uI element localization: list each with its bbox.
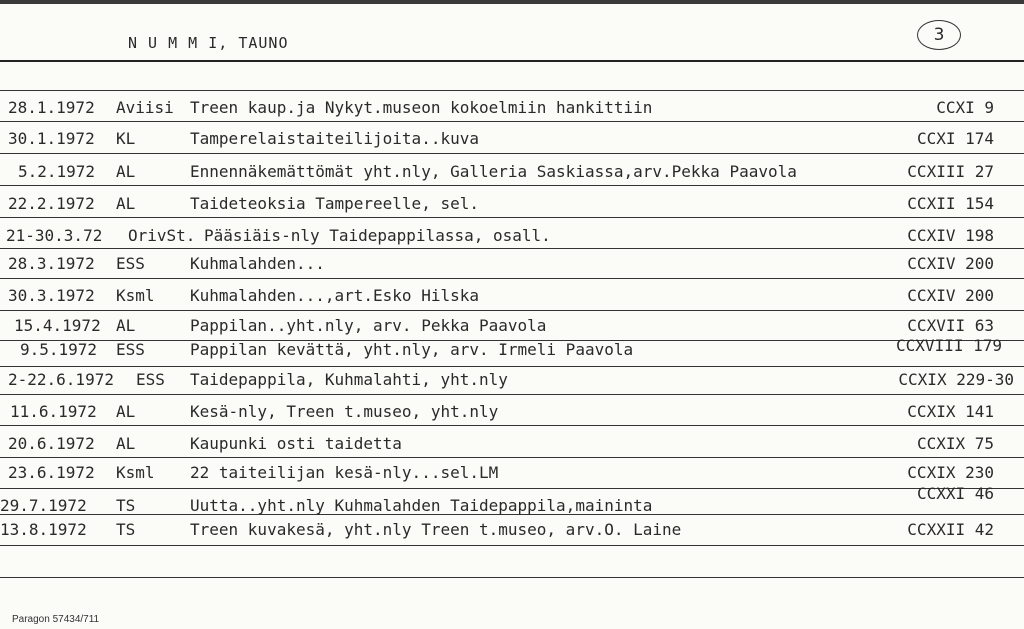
entry-row	[0, 402, 1024, 426]
entry-ref: CCXIX 141	[907, 402, 994, 421]
entry-source: ESS	[136, 370, 165, 389]
entry-source: OrivSt.	[128, 226, 196, 245]
entry-ref: CCXIX 229-30	[898, 370, 1014, 389]
entry-date: 2-22.6.1972	[8, 370, 114, 389]
card-top-edge	[0, 0, 1024, 4]
entry-title: Kesä-nly, Treen t.museo, yht.nly	[190, 402, 499, 421]
card-number-circle: 3	[917, 20, 961, 50]
card-name: N U M M I, TAUNO	[128, 34, 289, 52]
ruled-line	[0, 545, 1024, 546]
entry-source: Ksml	[116, 463, 155, 482]
entry-source: ESS	[116, 254, 145, 273]
entry-row	[0, 463, 1024, 487]
entry-row	[0, 98, 1024, 122]
entry-date: 22.2.1972	[8, 194, 95, 213]
entry-ref: CCXII 154	[907, 194, 994, 213]
ruled-line	[0, 60, 1024, 62]
entry-title: Pappilan..yht.nly, arv. Pekka Paavola	[190, 316, 547, 335]
entry-date: 11.6.1972	[10, 402, 97, 421]
entry-source: AL	[116, 402, 136, 421]
entry-title: Taidepappila, Kuhmalahti, yht.nly	[190, 370, 508, 389]
entry-title: Treen kuvakesä, yht.nly Treen t.museo, arv.O. Laine	[190, 520, 682, 539]
entry-date: 28.1.1972	[8, 98, 95, 117]
entry-source: TS	[116, 496, 136, 515]
entry-source: ESS	[116, 340, 145, 359]
entry-date: 15.4.1972	[14, 316, 101, 335]
entry-ref: CCXIX 230	[907, 463, 994, 482]
ruled-line	[0, 488, 1024, 489]
entry-row	[0, 254, 1024, 278]
entry-date: 23.6.1972	[8, 463, 95, 482]
entry-date: 21-30.3.72	[6, 226, 103, 245]
entry-row	[0, 336, 1024, 364]
entry-title: Kuhmalahden...,art.Esko Hilska	[190, 286, 479, 305]
ruled-line	[0, 90, 1024, 91]
entry-source: AL	[116, 194, 136, 213]
entry-title: 22 taiteilijan kesä-nly...sel.LM	[190, 463, 499, 482]
entry-title: Kaupunki osti taidetta	[190, 434, 402, 453]
entry-row	[0, 194, 1024, 218]
entry-ref: CCXIII 27	[907, 162, 994, 181]
entry-row	[0, 162, 1024, 186]
entry-row	[0, 370, 1024, 394]
entry-ref: CCXXII 42	[907, 520, 994, 539]
entry-ref: CCXI 9	[936, 98, 994, 117]
entry-source: Ksml	[116, 286, 155, 305]
entry-source: AL	[116, 316, 136, 335]
entry-row	[0, 226, 1024, 250]
entry-row	[0, 484, 1024, 520]
entry-ref: CCXVII 63	[907, 316, 994, 335]
entry-ref: CCXXI 46	[916, 484, 994, 503]
ruled-line	[0, 394, 1024, 395]
entry-ref: CCXIV 198	[907, 226, 994, 245]
entry-date: 30.3.1972	[8, 286, 95, 305]
entry-ref: CCXIV 200	[907, 254, 994, 273]
ruled-line	[0, 153, 1024, 154]
entry-ref: CCXVIII 179	[896, 336, 1002, 355]
entry-title: Tamperelaistaiteilijoita..kuva	[190, 129, 479, 148]
entry-row	[0, 129, 1024, 153]
ruled-line	[0, 577, 1024, 578]
entry-title: Taideteoksia Tampereelle, sel.	[190, 194, 479, 213]
entry-title: Pääsiäis-nly Taidepappilassa, osall.	[204, 226, 551, 245]
entry-title: Kuhmalahden...	[190, 254, 325, 273]
ruled-line	[0, 366, 1024, 367]
ruled-line	[0, 310, 1024, 311]
entry-ref: CCXI 174	[916, 129, 994, 148]
entry-title: Treen kaup.ja Nykyt.museon kokoelmiin hankittiin	[190, 98, 653, 117]
entry-date: 28.3.1972	[8, 254, 95, 273]
entry-ref: CCXIX 75	[916, 434, 994, 453]
printer-imprint: Paragon 57434/711	[12, 614, 100, 625]
entry-source: AL	[116, 434, 136, 453]
entry-date: 5.2.1972	[18, 162, 96, 181]
entry-title: Pappilan kevättä, yht.nly, arv. Irmeli Paavola	[190, 340, 634, 359]
entry-title: Ennennäkemättömät yht.nly, Galleria Saskiassa,arv.Pekka Paavola	[190, 162, 797, 181]
entry-source: TS	[116, 520, 136, 539]
entry-date: 13.8.1972	[0, 520, 87, 539]
entry-row	[0, 520, 1024, 544]
entry-title: Uutta..yht.nly Kuhmalahden Taidepappila,maininta	[190, 496, 653, 515]
entry-date: 9.5.1972	[20, 340, 98, 359]
entry-row	[0, 286, 1024, 310]
entry-source: KL	[116, 129, 136, 148]
entry-source: AL	[116, 162, 136, 181]
entry-date: 30.1.1972	[8, 129, 95, 148]
entry-date: 29.7.1972	[0, 496, 87, 515]
entry-source: Aviisi	[116, 98, 174, 117]
entry-row	[0, 434, 1024, 458]
entry-row	[0, 316, 1024, 340]
entry-ref: CCXIV 200	[907, 286, 994, 305]
entry-date: 20.6.1972	[8, 434, 95, 453]
ruled-line	[0, 278, 1024, 279]
